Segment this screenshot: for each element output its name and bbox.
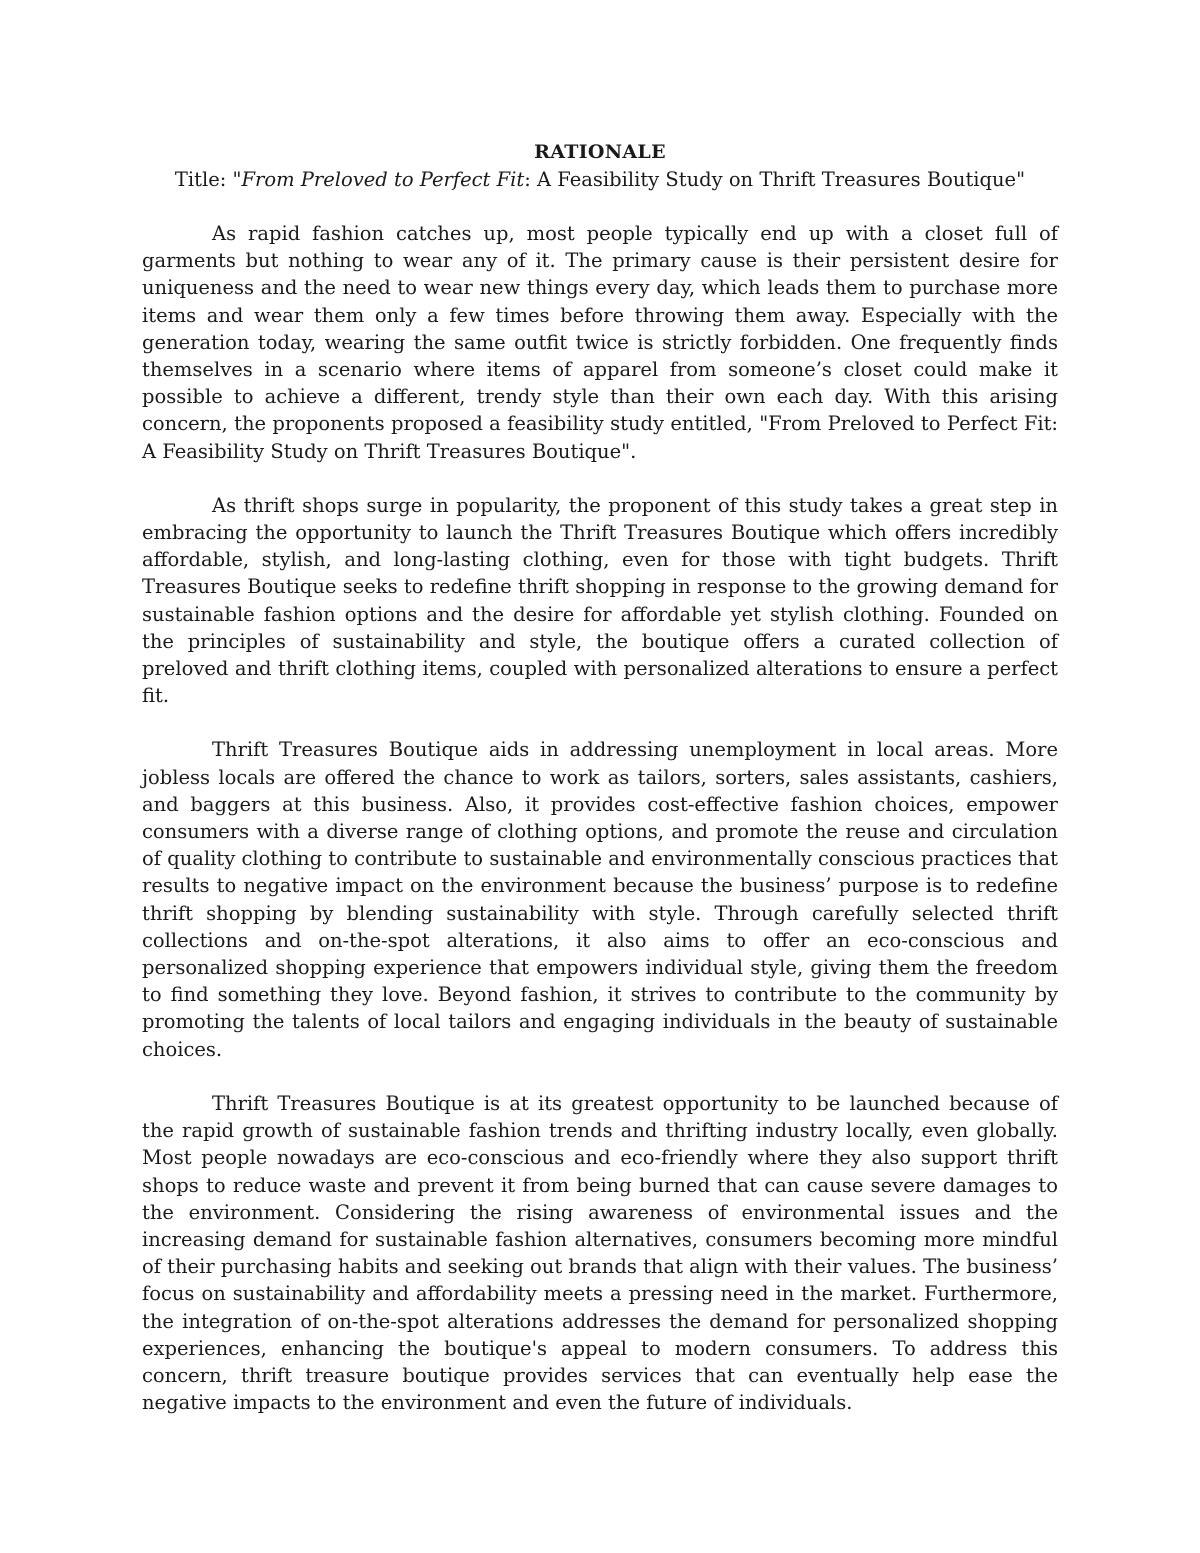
paragraph-3: Thrift Treasures Boutique aids in addressing unemployment in local areas. More jobless locals are offered the chance to work as tailors, sorters, sales assistants, cashiers, and baggers at this business. Also, it provides cost-effective fashion choices, empower consumers with a diverse range of clothing options, and promote the reuse and circulation of quality clothing to contribute to sustainable and environmentally conscious practices that results to negative impact on the environment because the business’ purpose is to redefine thrift shopping by blending sustainability with style. Through carefully selected thrift collections and on-the-spot alterations, it also aims to offer an eco-conscious and personalized shopping experience that empowers individual style, giving them the freedom to find something they love. Beyond fashion, it strives to contribute to the community by promoting the talents of local tailors and engaging individuals in the beauty of sustainable choices. <box>142 738 1058 1061</box>
paragraph-4: Thrift Treasures Boutique is at its greatest opportunity to be launched because of the rapid growth of sustainable fashion trends and thrifting industry locally, even globally. Most people nowadays are eco-conscious and eco-friendly where they also support thrift shops to reduce waste and prevent it from being burned that can cause severe damages to the environment. Considering the rising awareness of environmental issues and the increasing demand for sustainable fashion alternatives, consumers becoming more mindful of their purchasing habits and seeking out brands that align with their values. The business’ focus on sustainability and affordability meets a pressing need in the market. Furthermore, the integration of on-the-spot alterations addresses the demand for personalized shopping experiences, enhancing the boutique's appeal to modern consumers. To address this concern, thrift treasure boutique provides services that can eventually help ease the negative impacts to the environment and even the future of individuals. <box>142 1091 1058 1415</box>
paragraph-2: As thrift shops surge in popularity, the proponent of this study takes a great step in embracing the opportunity to launch the Thrift Treasures Boutique which offers incredibly affordable, stylish, and long-lasting clothing, even for those with tight budgets. Thrift Treasures Boutique seeks to redefine thrift shopping in response to the growing demand for sustainable fashion options and the desire for affordable yet stylish clothing. Founded on the principles of sustainability and style, the boutique offers a curated collection of preloved and thrift clothing items, coupled with personalized alterations to ensure a perfect fit. <box>142 493 1058 708</box>
document-title <box>142 166 1058 194</box>
document-heading: RATIONALE <box>534 141 666 163</box>
paragraph-1: As rapid fashion catches up, most people typically end up with a closet full of garments but nothing to wear any of it. The primary cause is their persistent desire for uniqueness and the need to wear new things every day, which leads them to purchase more items and wear them only a few times before throwing them away. Especially with the generation today, wearing the same outfit twice is strictly forbidden. One frequently finds themselves in a scenario where items of apparel from someone’s closet could make it possible to achieve a different, trendy style than their own each day. With this arising concern, the proponents proposed a feasibility study entitled, "From Preloved to Perfect Fit: A Feasibility Study on Thrift Treasures Boutique". <box>142 222 1058 463</box>
title-prefix: Title: " <box>174 168 242 191</box>
title-suffix: : A Feasibility Study on Thrift Treasures Boutique" <box>524 168 1026 191</box>
title-italic: From Preloved to Perfect Fit <box>241 168 525 191</box>
document-page <box>142 138 1058 1443</box>
